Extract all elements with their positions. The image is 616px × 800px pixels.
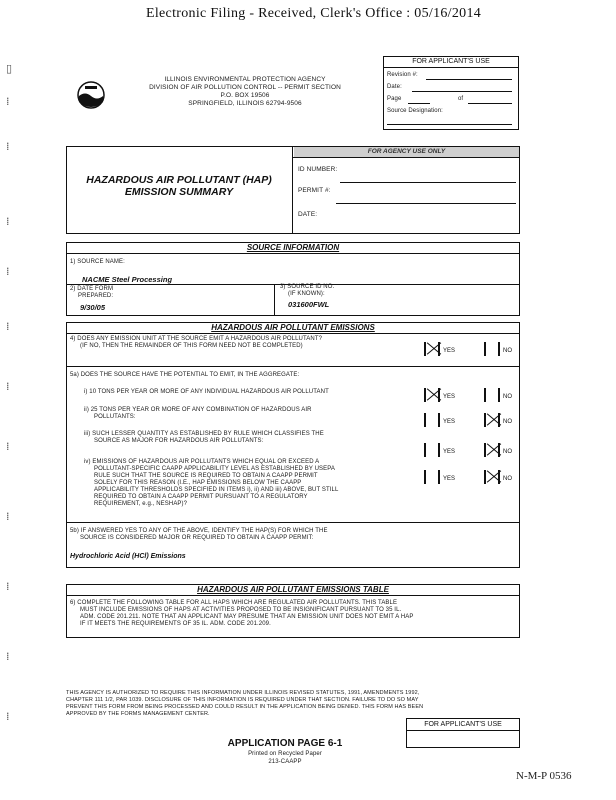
disclaimer-line: APPROVED BY THE FORMS MANAGEMENT CENTER.	[66, 711, 210, 717]
date-form-label: 2) DATE FORM	[70, 286, 114, 292]
disclaimer-line: CHAPTER 111 1/2, PAR 1039. DISCLOSURE OF THIS INFORMATION IS REQUIRED UNDER THAT SECTION. FAILURE TO DO SO MAY	[66, 697, 419, 703]
qiv-no-checkbox[interactable]	[484, 470, 500, 484]
scan-mark: ⁞	[6, 440, 10, 453]
agency-city: SPRINGFIELD, ILLINOIS 62794-9506	[188, 100, 302, 107]
hap-table-instructions	[70, 600, 413, 628]
qii-yes-label: YES	[443, 419, 456, 425]
disclaimer	[66, 690, 423, 718]
q4-yes-checkbox[interactable]	[424, 342, 440, 356]
scan-mark: ⁞	[6, 320, 10, 333]
printed-on-recycled: Printed on Recycled Paper	[248, 751, 322, 757]
question-5a-i: i) 10 TONS PER YEAR OR MORE OF ANY INDIVIDUAL HAZARDOUS AIR POLLUTANT	[84, 389, 329, 395]
question-5b-value[interactable]: Hydrochloric Acid (HCl) Emissions	[70, 553, 186, 560]
revision-field[interactable]	[426, 79, 512, 80]
hap-table-line: 6) COMPLETE THE FOLLOWING TABLE FOR ALL HAPS WHICH ARE REGULATED AIR POLLUTANTS. THIS TABLE	[70, 600, 398, 606]
question-5a-ii-cont: POLLUTANTS:	[94, 414, 136, 420]
hap-emissions-heading: HAZARDOUS AIR POLLUTANT EMISSIONS	[66, 322, 520, 334]
scan-mark: ⁞	[6, 710, 10, 723]
date-form-value[interactable]: 9/30/05	[80, 303, 106, 312]
qiv-yes-checkbox[interactable]	[424, 470, 440, 484]
q4-no-label: NO	[503, 348, 512, 354]
qiii-no-checkbox[interactable]	[484, 443, 500, 457]
form-code: 213-CAAPP	[268, 759, 302, 765]
hap-table-line: ADM. CODE 201.211. NOTE THAT AN APPLICANT MAY PRESUME THAT AN EMISSION UNIT DOES NOT EMIT A HAP	[80, 614, 414, 620]
permit-label: PERMIT #:	[298, 187, 331, 194]
qiv-no-label: NO	[503, 476, 512, 482]
qi-no-checkbox[interactable]	[484, 388, 500, 402]
qii-no-label: NO	[503, 419, 512, 425]
scan-mark: ⁞	[6, 95, 10, 108]
question-4-note: (IF NO, THEN THE REMAINDER OF THIS FORM NEED NOT BE COMPLETED)	[80, 343, 303, 349]
q4-yes-label: YES	[443, 348, 456, 354]
disclaimer-line: PREVENT THIS FORM FROM BEING PROCESSED AND COULD RESULT IN THE APPLICATION BEING DENIED. THIS FORM HAS BEEN	[66, 704, 424, 710]
scan-mark: ⁞	[6, 215, 10, 228]
disclaimer-line: THIS AGENCY IS AUTHORIZED TO REQUIRE THIS INFORMATION UNDER ILLINOIS REVISED STATUTES, 1991, AMENDMENTS 1992,	[66, 690, 420, 696]
id-number-label: ID NUMBER:	[298, 166, 338, 173]
filing-stamp-footer: N-M-P 0536	[516, 770, 572, 782]
qiii-no-label: NO	[503, 449, 512, 455]
agency-po-box: P.O. BOX 19506	[220, 92, 270, 99]
scan-mark: ⁞	[6, 650, 10, 663]
qi-no-label: NO	[503, 394, 512, 400]
qiv-line: POLLUTANT-SPECIFIC CAAPP APPLICABILITY LEVEL AS ESTABLISHED BY USEPA	[94, 466, 336, 472]
qiii-yes-label: YES	[443, 449, 456, 455]
filing-stamp-header: Electronic Filing - Received, Clerk's Office : 05/16/2014	[146, 6, 482, 21]
footer-applicant-use-title: FOR APPLICANT'S USE	[407, 719, 519, 731]
agency-division: DIVISION OF AIR POLLUTION CONTROL -- PERMIT SECTION	[149, 84, 341, 91]
qiv-line: SOLELY FOR THIS REASON (I.E., HAP EMISSIONS BELOW THE CAAPP	[94, 480, 302, 486]
qiv-line: APPLICABILITY THRESHOLDS SPECIFIED IN ITEMS i), ii) AND iii) ABOVE, BUT STILL	[94, 487, 339, 493]
qiv-line: REQUIRED TO OBTAIN A CAAPP PERMIT PURSUANT TO A REGULATORY	[94, 494, 308, 500]
source-name-value[interactable]: NACME Steel Processing	[82, 275, 173, 284]
source-id-value[interactable]: 031600FWL	[288, 300, 330, 309]
applicant-use-title: FOR APPLICANT'S USE	[384, 57, 518, 68]
question-5a-iii-cont: SOURCE AS MAJOR FOR HAZARDOUS AIR POLLUTANTS:	[94, 438, 264, 444]
applicant-use-box	[383, 56, 519, 130]
scan-mark: ▯	[6, 62, 13, 75]
of-label: of	[458, 96, 464, 102]
question-5b: 5b) IF ANSWERED YES TO ANY OF THE ABOVE, IDENTIFY THE HAP(S) FOR WHICH THE	[70, 528, 328, 534]
hap-table-line: IF IT MEETS THE REQUIREMENTS OF 35 IL. ADM. CODE 201.209.	[80, 621, 271, 627]
qiv-yes-label: YES	[443, 476, 456, 482]
q4-no-checkbox[interactable]	[484, 342, 500, 356]
agency-date-label: DATE:	[298, 211, 318, 218]
source-designation-field[interactable]	[387, 124, 512, 125]
page-label: Page	[387, 96, 402, 102]
qii-yes-checkbox[interactable]	[424, 413, 440, 427]
agency-name: ILLINOIS ENVIRONMENTAL PROTECTION AGENCY	[164, 76, 326, 83]
date-form-prepared-label: PREPARED:	[78, 293, 114, 299]
date-label: Date:	[387, 84, 402, 90]
qii-no-checkbox[interactable]	[484, 413, 500, 427]
source-name-label: 1) SOURCE NAME:	[70, 259, 125, 265]
qiv-line: iv) EMISSIONS OF HAZARDOUS AIR POLLUTANTS WHICH EQUAL OR EXCEED A	[84, 459, 320, 465]
question-5b-cont: SOURCE IS CONSIDERED MAJOR OR REQUIRED TO OBTAIN A CAAPP PERMIT:	[80, 535, 314, 541]
scan-mark: ⁞	[6, 510, 10, 523]
form-subtitle: EMISSION SUMMARY	[124, 186, 234, 198]
question-5a-iv	[84, 459, 338, 508]
source-information-heading: SOURCE INFORMATION	[66, 242, 520, 254]
source-designation-label: Source Designation:	[387, 108, 443, 114]
question-5a-ii: ii) 25 TONS PER YEAR OR MORE OF ANY COMBINATION OF HAZARDOUS AIR	[84, 407, 312, 413]
page-of-field[interactable]	[468, 103, 512, 104]
question-5a-iii: iii) SUCH LESSER QUANTITY AS ESTABLISHED BY RULE WHICH CLASSIFIES THE	[84, 431, 324, 437]
scan-mark: ⁞	[6, 380, 10, 393]
date-field[interactable]	[412, 91, 512, 92]
qiii-yes-checkbox[interactable]	[424, 443, 440, 457]
application-page-title: APPLICATION PAGE 6-1	[227, 738, 343, 749]
qiv-line: REQUIREMENT, e.g., NESHAP)?	[94, 501, 188, 507]
scan-mark: ⁞	[6, 580, 10, 593]
scan-mark: ⁞	[6, 265, 10, 278]
form-title: HAZARDOUS AIR POLLUTANT (HAP)	[86, 174, 272, 186]
id-number-field[interactable]	[340, 182, 516, 183]
qi-yes-checkbox[interactable]	[424, 388, 440, 402]
revision-label: Revision #:	[387, 72, 418, 78]
scan-mark: ⁞	[6, 140, 10, 153]
hap-table-heading: HAZARDOUS AIR POLLUTANT EMISSIONS TABLE	[66, 584, 520, 596]
footer-applicant-use-box	[406, 718, 520, 748]
permit-field[interactable]	[336, 203, 516, 204]
hap-table-line: MUST INCLUDE EMISSIONS OF HAPS AT ACTIVITIES PROPOSED TO BE INSIGNIFICANT PURSUANT TO 35 IL.	[80, 607, 402, 613]
page-field[interactable]	[408, 103, 430, 104]
question-5a: 5a) DOES THE SOURCE HAVE THE POTENTIAL TO EMIT, IN THE AGGREGATE:	[70, 372, 300, 378]
qi-yes-label: YES	[443, 394, 456, 400]
source-id-label: 3) SOURCE ID NO.	[280, 284, 335, 290]
qiv-line: RULE SUCH THAT THE SOURCE IS REQUIRED TO OBTAIN A CAAPP PERMIT	[94, 473, 318, 479]
question-4: 4) DOES ANY EMISSION UNIT AT THE SOURCE EMIT A HAZARDOUS AIR POLLUTANT?	[70, 336, 323, 342]
source-id-known-label: (IF KNOWN):	[288, 291, 325, 297]
agency-use-title: FOR AGENCY USE ONLY	[294, 147, 519, 157]
agency-logo-icon	[76, 80, 106, 110]
